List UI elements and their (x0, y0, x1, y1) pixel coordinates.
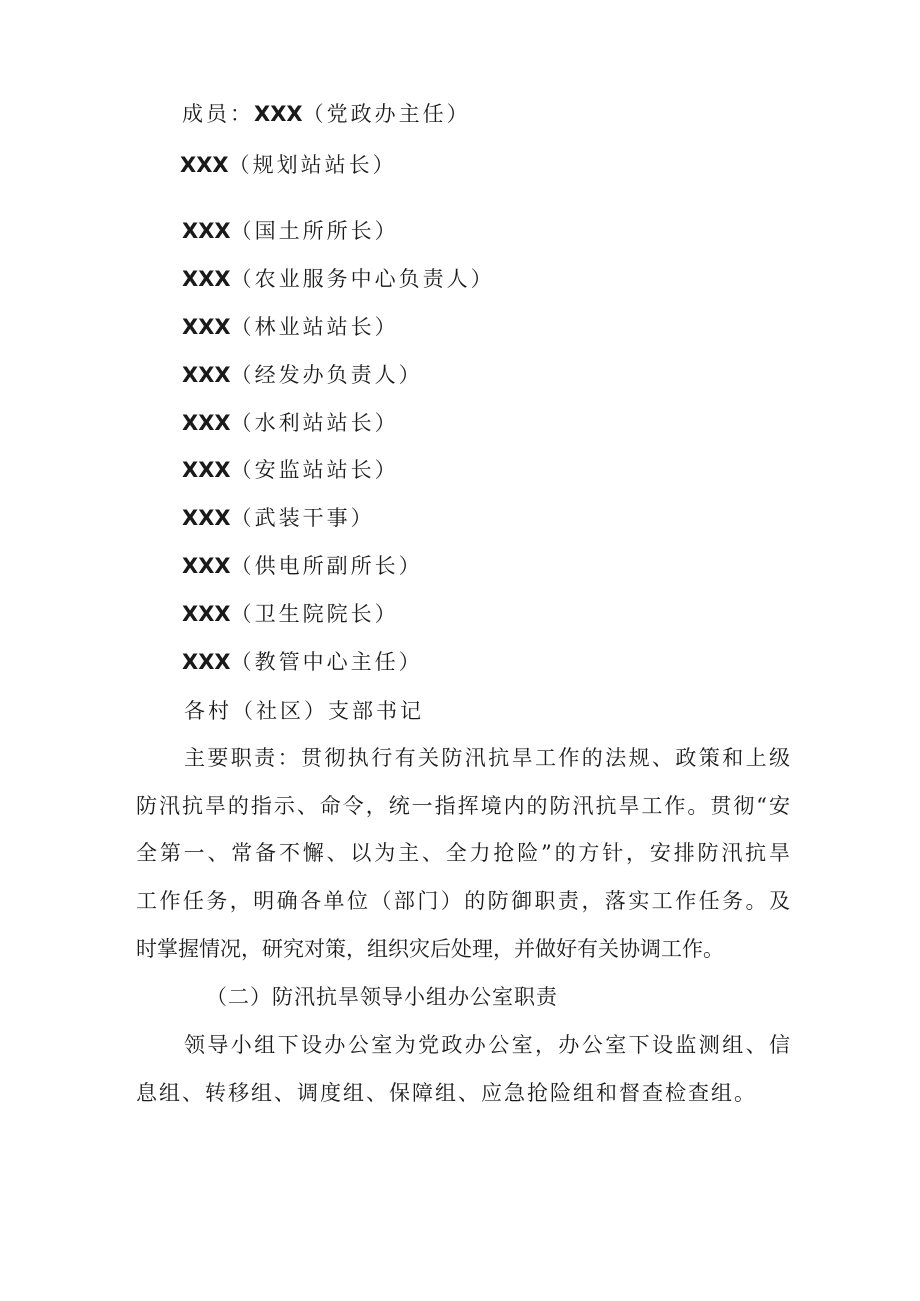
member-line (182, 265, 495, 293)
member-line (182, 648, 423, 676)
member-name: XXX (182, 602, 231, 626)
member-line (180, 151, 397, 179)
duties-paragraph-line: 全第一、常备不懈、以为主、全力抢险”的方针，安排防汛抗旱 (136, 841, 790, 865)
member-name: XXX (182, 363, 231, 387)
members-label: 成员： (182, 102, 254, 126)
member-line (182, 552, 423, 580)
office-paragraph-line: 息组、转移组、调度组、保障组、应急抢险组和督查检查组。 (136, 1081, 757, 1105)
member-role: （教管中心主任） (230, 650, 423, 674)
duties-paragraph-line: 工作任务，明确各单位（部门）的防御职责，落实工作任务。及 (136, 889, 790, 913)
member-name: XXX (254, 102, 303, 126)
member-name: XXX (182, 650, 231, 674)
member-role: （林业站站长） (230, 315, 399, 339)
duties-paragraph-line: 时掌握情况，研究对策，组织灾后处理，并做好有关协调工作。 (136, 937, 724, 961)
duties-paragraph-line: 主要职责：贯彻执行有关防汛抗旱工作的法规、政策和上级 (184, 746, 790, 770)
member-role: （国土所所长） (230, 219, 399, 243)
member-name: XXX (182, 315, 231, 339)
member-name: XXX (182, 554, 231, 578)
office-paragraph-line: 领导小组下设办公室为党政办公室，办公室下设监测组、信 (184, 1033, 790, 1057)
member-line (182, 600, 399, 628)
member-role: （安监站站长） (230, 458, 399, 482)
member-role: （党政办主任） (302, 102, 471, 126)
member-role: （卫生院院长） (230, 602, 399, 626)
member-role: （规划站站长） (228, 153, 397, 177)
section-heading: （二）防汛抗旱领导小组办公室职责 (206, 985, 558, 1009)
member-line (182, 504, 375, 532)
member-line (182, 456, 399, 484)
member-line (182, 313, 399, 341)
member-role: （供电所副所长） (230, 554, 423, 578)
member-name: XXX (180, 153, 229, 177)
member-name: XXX (182, 411, 231, 435)
member-name: XXX (182, 267, 231, 291)
member-role: （经发办负责人） (230, 363, 423, 387)
member-name: XXX (182, 506, 231, 530)
member-line (182, 361, 423, 389)
member-role: （农业服务中心负责人） (230, 267, 495, 291)
duties-paragraph-line: 防汛抗旱的指示、命令，统一指挥境内的防汛抗旱工作。贯彻“安 (136, 794, 790, 818)
member-name: XXX (182, 458, 231, 482)
member-role: （武装干事） (230, 506, 375, 530)
village-secretaries-line: 各村（社区）支部书记 (184, 699, 424, 723)
member-role: （水利站站长） (230, 411, 399, 435)
member-name: XXX (182, 219, 231, 243)
member-line (182, 409, 399, 437)
members-line-1 (182, 100, 471, 128)
member-line (182, 217, 399, 245)
